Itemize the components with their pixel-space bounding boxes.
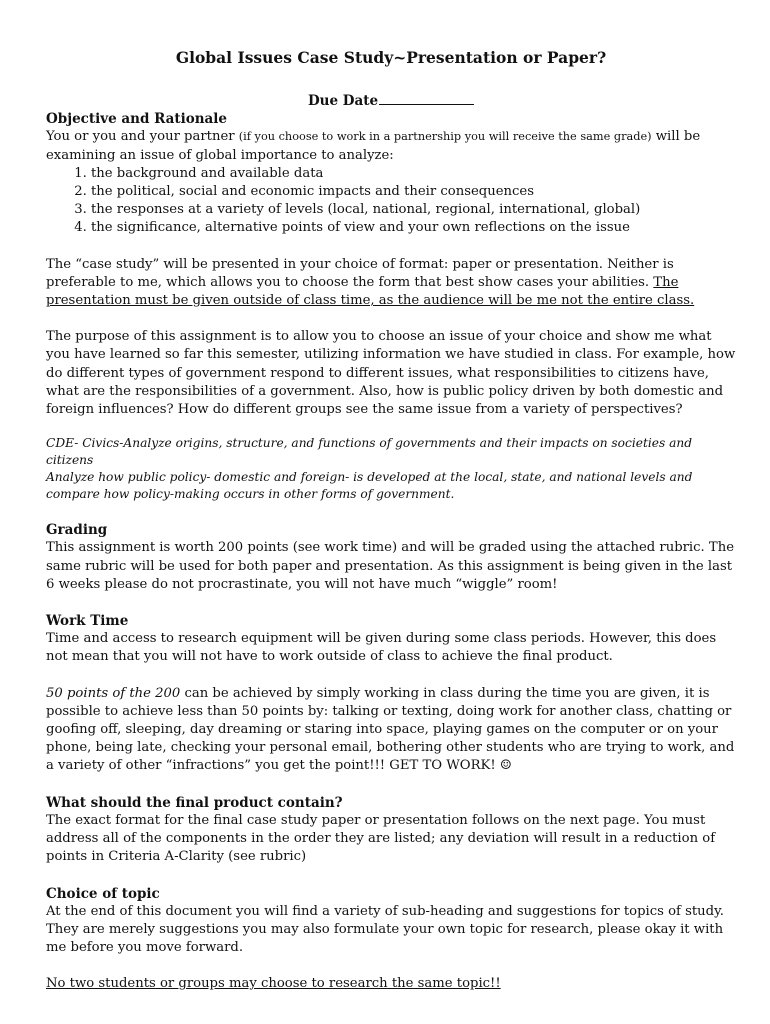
topic-warning: No two students or groups may choose to research the same topic!! (46, 976, 501, 992)
list-item: 1. the background and available data (91, 165, 736, 183)
format-paragraph (46, 256, 736, 311)
document-title: Global Issues Case Study~Presentation or Paper? (175, 48, 607, 67)
due-date-label: Due Date (307, 93, 379, 109)
objective-heading: Objective and Rationale (46, 111, 228, 128)
grading-heading: Grading (46, 522, 108, 539)
grading-paragraph: This assignment is worth 200 points (see work time) and will be graded using the attached rubric. The same rubric will be used for both paper and presentation. As this assignment is being given in the last 6 weeks please do not procrastinate, you will not have much “wiggle” room! (46, 540, 735, 592)
cde-standard-2: Analyze how public policy- domestic and foreign- is developed at the local, state, and national levels and compare how policy-making occurs in other forms of government. (46, 470, 693, 502)
objective-intro (46, 128, 736, 164)
topic-heading: Choice of topic (46, 885, 160, 902)
work-time-paragraph: Time and access to research equipment will be given during some class periods. However, this does not mean that you will not have to work outside of class to achieve the final product. (46, 631, 717, 665)
points-emphasis: 50 points of the 200 (46, 685, 181, 701)
points-text: can be achieved by simply working in class during the time you are given, it is possible to achieve less than 50 points by: talking or texting, doing work for another class, chatting or goofing off, sleeping, day dreaming or staring into space, playing games on the computer or on your phone, being late, checking your personal email, bothering other students who are trying to work, and a variety of other “infractions” you get the point!!! GET TO WORK! ☺ (46, 685, 735, 774)
list-item: 4. the significance, alternative points of view and your own reflections on the issue (91, 219, 736, 237)
final-product-paragraph: The exact format for the final case study paper or presentation follows on the next page. You must address all of the components in the order they are listed; any deviation will result in a reduction of points in Criteria A-Clarity (see rubric) (46, 812, 716, 865)
work-time-heading: Work Time (46, 613, 129, 630)
points-paragraph (46, 685, 736, 776)
list-item: 2. the political, social and economic impacts and their consequences (91, 183, 736, 201)
format-text: The “case study” will be presented in your choice of format: paper or presentation. Neither is preferable to me, which allows you to choose the form that best show cases your abilities. (46, 256, 674, 290)
list-item: 3. the responses at a variety of levels (local, national, regional, international, global) (91, 201, 736, 219)
objective-intro-text: You or you and your partner (46, 129, 239, 145)
analysis-list (46, 165, 736, 238)
presentation-requirement: The presentation must be given outside of class time, as the audience will be me not the entire class. (46, 274, 695, 309)
cde-standard-1: CDE- Civics-Analyze origins, structure, and functions of governments and their impacts on societies and citizens (46, 436, 693, 468)
topic-paragraph: At the end of this document you will find a variety of sub-heading and suggestions for topics of study. They are merely suggestions you may also formulate your own topic for research, please okay it with me before you move forward. (46, 903, 725, 956)
purpose-paragraph: The purpose of this assignment is to allow you to choose an issue of your choice and show me what you have learned so far this semester, utilizing information we have studied in class. For example, how do different types of government respond to different issues, what responsibilities to citizens have, what are the responsibilities of a government. Also, how is public policy driven by both domestic and foreign influences? How do different groups see the same issue from a variety of perspectives? (46, 329, 736, 418)
final-product-heading: What should the final product contain? (46, 794, 343, 811)
due-date-blank (379, 104, 474, 105)
partnership-note: (if you choose to work in a partnership you will receive the same grade) (238, 130, 652, 144)
document-page (46, 48, 736, 994)
objective-intro-end: will be examining an issue of global importance to analyze: (46, 129, 701, 163)
due-date-line (46, 92, 736, 110)
